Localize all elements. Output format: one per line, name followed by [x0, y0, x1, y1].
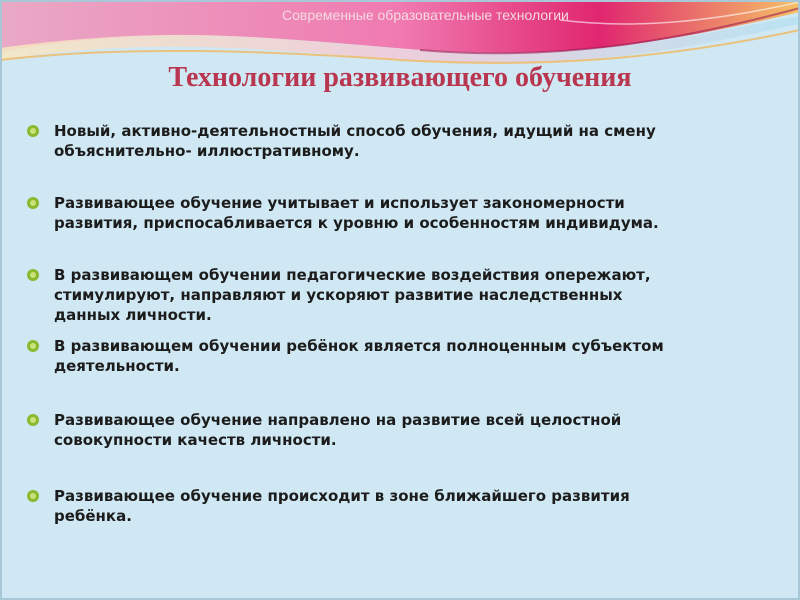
bullet-icon	[26, 196, 40, 210]
bullet-icon	[26, 489, 40, 503]
header-caption: Современные образовательные технологии	[282, 7, 569, 23]
bullet-text: Развивающее обучение направлено на развитие всей целостной совокупности качеств личности.	[54, 411, 622, 449]
bullet-text: В развивающем обучении педагогические воздействия опережают, стимулируют, направляют и ускоряют развитие наследственных данных личности.	[54, 266, 651, 324]
bullet-text: В развивающем обучении ребёнок является полноценным субъектом деятельности.	[54, 337, 664, 375]
bullet-text: Новый, активно-деятельностный способ обучения, идущий на смену объяснительно- иллюстративному.	[54, 122, 656, 160]
bullet-icon	[26, 339, 40, 353]
bullet-icon	[26, 124, 40, 138]
bullet-icon	[26, 413, 40, 427]
slide-title: Технологии развивающего обучения	[168, 62, 632, 93]
bullet-text: Развивающее обучение учитывает и использует закономерности развития, приспосабливается к уровню и особенностям индивидума.	[54, 194, 659, 232]
bullet-icon	[26, 268, 40, 282]
bullet-text: Развивающее обучение происходит в зоне ближайшего развития ребёнка.	[54, 487, 630, 525]
